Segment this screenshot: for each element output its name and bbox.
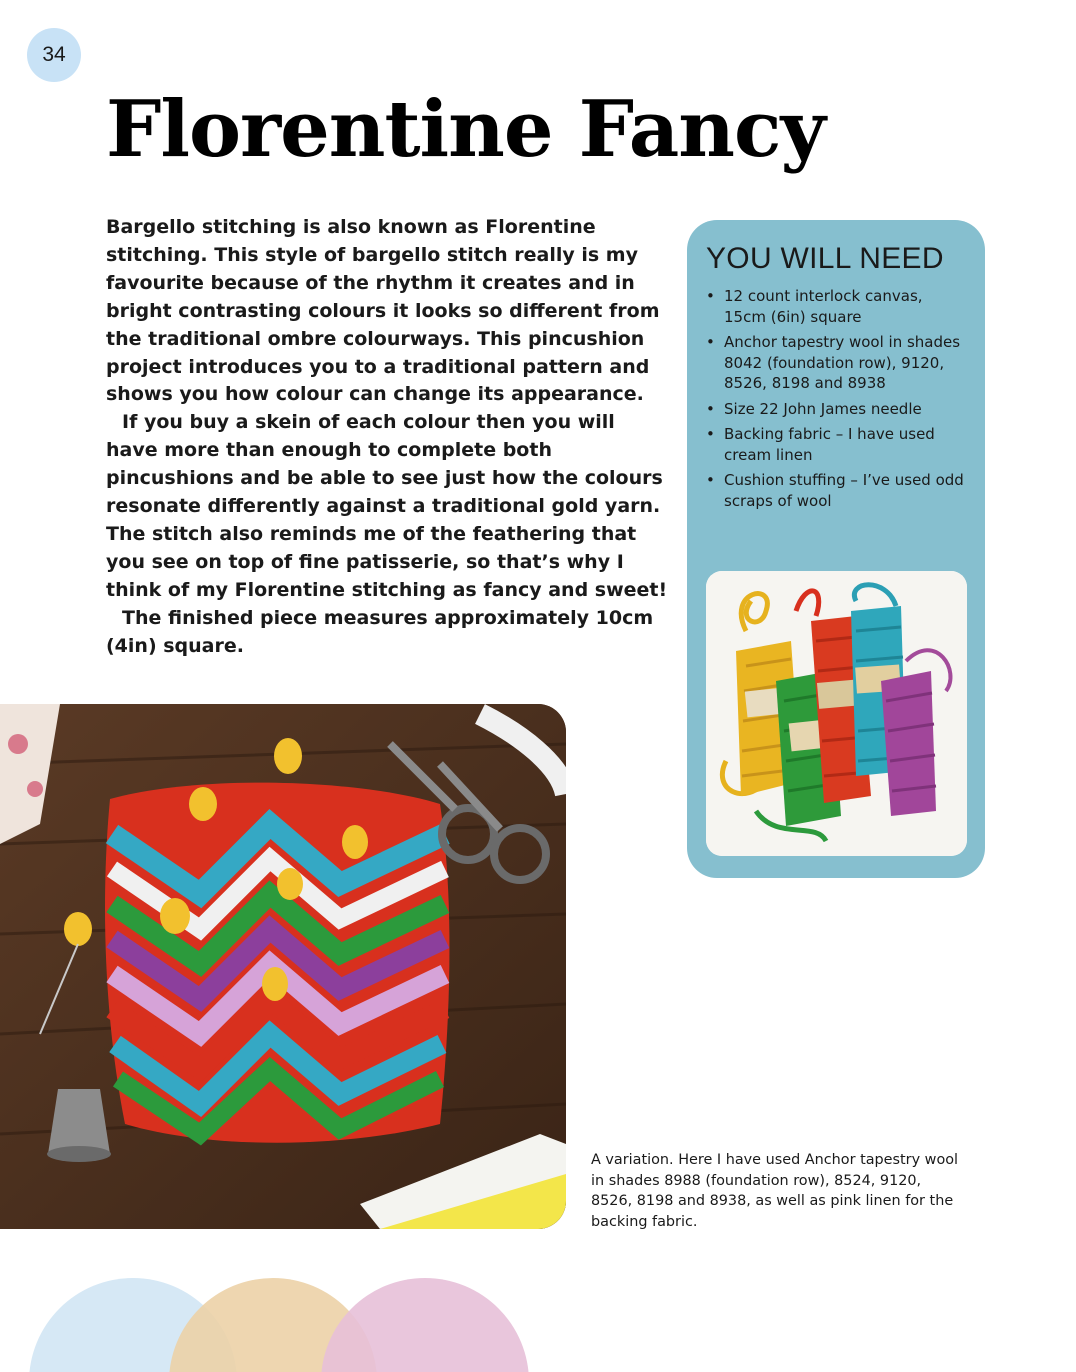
list-item: • Cushion stuffing – I’ve used odd scraps of wool: [706, 470, 968, 511]
list-item: • Size 22 John James needle: [706, 399, 968, 420]
intro-paragraph: The finished piece measures approximately 10cm (4in) square.: [106, 606, 654, 657]
page-title: Florentine Fancy: [106, 84, 825, 175]
yarn-skeins-illustration: [706, 571, 967, 856]
list-item: • 12 count interlock canvas, 15cm (6in) square: [706, 286, 968, 327]
list-item: • Backing fabric – I have used cream linen: [706, 424, 968, 465]
page-number: 34: [42, 43, 66, 66]
pincushion-photo: [0, 704, 566, 1229]
page-number-badge: [27, 28, 81, 82]
intro-paragraph: Bargello stitching is also known as Florentine stitching. This style of bargello stitch really is my favourite because of the rhythm it creates and in bright contrasting colours it looks so different from the traditional ombre colourways. This pincushion project introduces you to a traditional pattern and shows you how colour can change its appearance.: [106, 216, 660, 406]
list-item: • Anchor tapestry wool in shades 8042 (foundation row), 9120, 8526, 8198 and 8938: [706, 332, 968, 394]
yarn-skeins-photo: [706, 571, 967, 856]
materials-list: [706, 286, 968, 516]
intro-paragraph: If you buy a skein of each colour then you will have more than enough to complete both pincushions and be able to see just how the colours resonate differently against a traditional gold yarn. The stitch also reminds me of the feathering that you see on top of fine patisserie, so that’s why I think of my Florentine stitching as fancy and sweet!: [106, 411, 668, 601]
pink-circle: [321, 1278, 529, 1372]
decorative-circles: [0, 1250, 560, 1372]
pincushion-illustration: [0, 704, 566, 1229]
you-will-need-panel: [687, 220, 985, 878]
you-will-need-heading: YOU WILL NEED: [706, 242, 944, 275]
intro-text: [106, 214, 671, 661]
photo-caption: A variation. Here I have used Anchor tapestry wool in shades 8988 (foundation row), 8524, 9120, 8526, 8198 and 8938, as well as pink linen for the backing fabric.: [591, 1152, 959, 1230]
